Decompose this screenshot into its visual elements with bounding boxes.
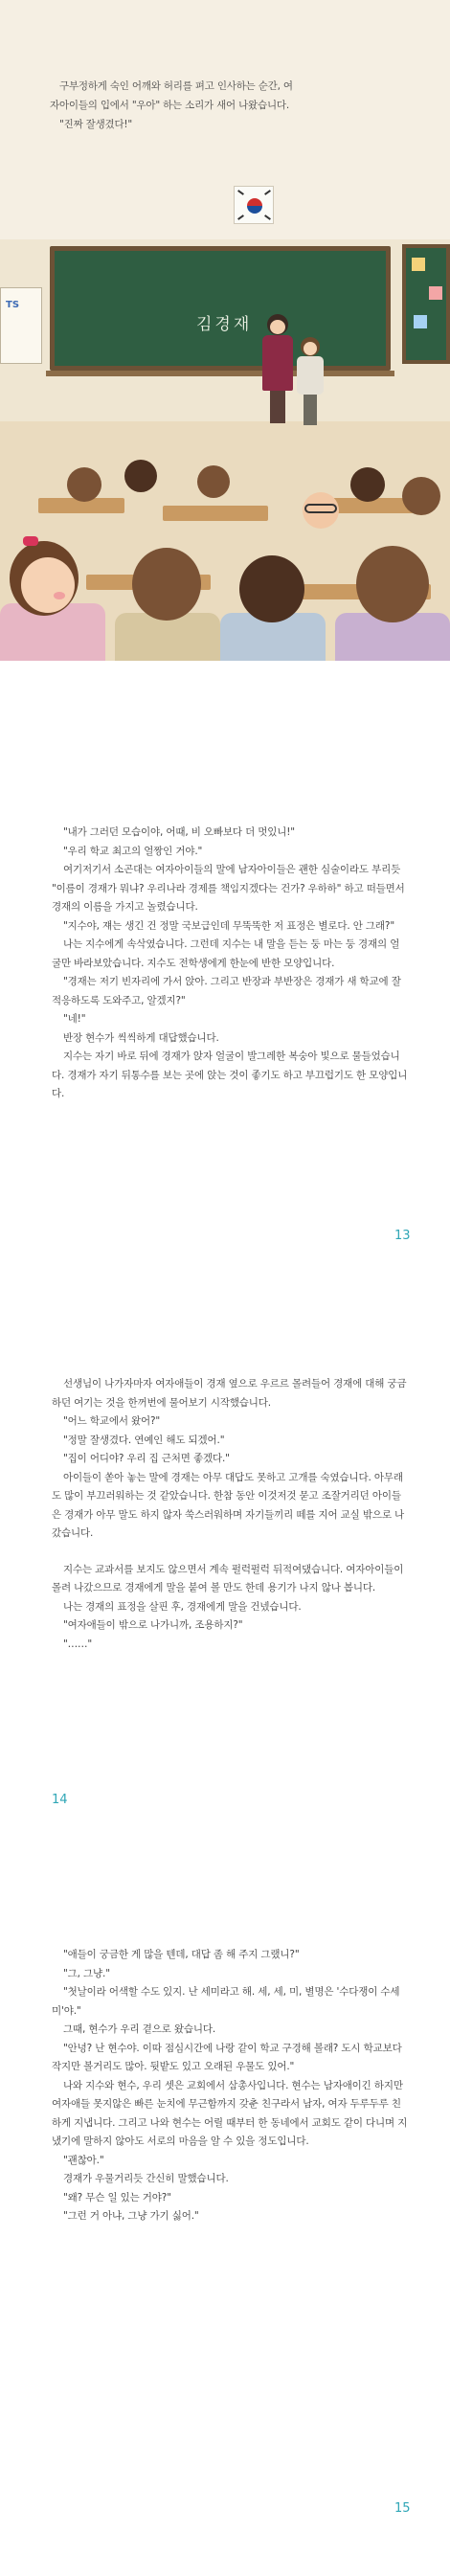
- paragraph: "안녕? 난 현수야. 이따 점심시간에 나랑 같이 학교 구경해 볼래? 도시 학교보다 작지만 볼거리도 많아. 뒷밭도 있고 오래된 우물도 있어.": [52, 2042, 402, 2072]
- page-13: [0, 824, 450, 1104]
- paragraph: 나는 지수에게 속삭였습니다. 그런데 지수는 내 말을 듣는 둥 마는 둥 경재의 얼굴만 바라보았습니다. 지수도 전학생에게 한눈에 반한 모양입니다.: [52, 938, 400, 969]
- paragraph: "집이 어디야? 우리 집 근처면 좋겠다.": [63, 1453, 230, 1464]
- paragraph: 아이들이 쏟아 놓는 말에 경재는 아무 대답도 못하고 고개를 숙였습니다. 아무래도 많이 부끄러워하는 것 같았습니다. 한참 동안 이것저것 묻고 조잘거리던 아이들은 경재가 아무 말도 하지 않자 쑥스러워하며 자기들끼리 떼를 지어 교실 밖으로 나갔습니다.: [52, 1471, 405, 1539]
- paragraph: 여기저기서 소곤대는 여자아이들의 말에 남자아이들은 괜한 심술이라도 부리듯 "이름이 경재가 뭐냐? 우리나라 경제를 책임지겠다는 건가? 우하하" 하고 떠들면서 경재의 이름을 가지고 놀렸습니다.: [52, 864, 405, 913]
- paragraph: "그런 거 아냐, 그냥 가기 싫어.": [63, 2210, 199, 2222]
- paragraph: "내가 그러던 모습이야, 어때, 비 오빠보다 더 멋있니!": [63, 826, 295, 838]
- glasses-icon: [304, 504, 337, 513]
- paragraph: "네!": [63, 1013, 86, 1025]
- page-number: 14: [52, 1793, 68, 1807]
- intro-line: 구부정하게 숙인 어깨와 허리를 펴고 인사하는 순간, 여: [59, 80, 293, 92]
- chalk-tray: [46, 371, 394, 376]
- student-figure: [197, 465, 230, 498]
- paragraph: "왜? 무슨 일 있는 거야?": [63, 2191, 171, 2203]
- chalkboard: [50, 246, 391, 371]
- paragraph: "우리 학교 최고의 얼짱인 거야.": [63, 845, 203, 857]
- girl-face: [21, 557, 75, 613]
- bulletin-text: TS: [6, 300, 20, 310]
- new-student-figure: [297, 337, 324, 425]
- bulletin-board: [0, 287, 42, 364]
- student-figure: [239, 555, 304, 622]
- paragraph: "어느 학교에서 왔어?": [63, 1415, 161, 1427]
- page-14: [0, 1375, 450, 1654]
- intro-text: [50, 77, 423, 134]
- page-15: [0, 1946, 450, 2226]
- paragraph: "애들이 궁금한 게 많을 텐데, 대답 좀 해 주지 그랬니?": [63, 1949, 300, 1960]
- paragraph: 그때, 현수가 우리 곁으로 왔습니다.: [63, 2023, 216, 2035]
- page-number: 15: [394, 2501, 411, 2516]
- student-figure: [350, 467, 385, 502]
- paragraph: 반장 현수가 씩씩하게 대답했습니다.: [63, 1031, 219, 1044]
- student-figure: [356, 546, 429, 622]
- paragraph: "괜찮아.": [63, 2154, 104, 2166]
- intro-line: 자아이들의 입에서 "우아" 하는 소리가 새어 나왔습니다.: [50, 100, 289, 111]
- paragraph: 선생님이 나가자마자 여자애들이 경재 옆으로 우르르 몰려들어 경재에 대해 궁금하던 여기는 것을 한꺼번에 물어보기 시작했습니다.: [52, 1378, 407, 1409]
- hair-bow-icon: [23, 536, 38, 546]
- paragraph: 나는 경재의 표정을 살핀 후, 경재에게 말을 건넸습니다.: [63, 1600, 302, 1613]
- student-figure: [132, 548, 201, 621]
- side-board: [402, 244, 450, 364]
- paragraph: "경재는 저기 빈자리에 가서 앉아. 그리고 반장과 부반장은 경재가 새 학교에 잘 적응하도록 도와주고, 알겠지?": [52, 976, 401, 1006]
- paragraph: "그, 그냥.": [63, 1967, 110, 1979]
- paragraph: "첫날이라 어색할 수도 있지. 난 세미라고 해. 세, 세, 미, 별명은 '수다쟁이 수세미'야.": [52, 1986, 400, 2017]
- paragraph: 지수는 교과서를 보지도 않으면서 계속 펄럭펄럭 뒤적여댔습니다. 여자아이들이 몰려 나갔으므로 경재에게 말을 붙여 볼 만도 한데 용기가 나지 않나 봅니다.: [52, 1563, 404, 1593]
- student-figure: [67, 467, 101, 502]
- paragraph: "……": [63, 1638, 93, 1650]
- paragraph: "정말 잘생겼다. 연예인 해도 되겠어.": [63, 1434, 225, 1446]
- intro-line: "진짜 잘생겼다!": [59, 119, 133, 130]
- chalkboard-name: 김경재: [196, 315, 253, 334]
- korean-flag-icon: [234, 186, 274, 224]
- desk: [163, 506, 268, 521]
- paragraph: "지수야, 쟤는 생긴 건 정말 국보급인데 무뚝뚝한 저 표정은 별로다. 안 그래?": [63, 919, 395, 932]
- page-number: 13: [394, 1229, 411, 1243]
- student-figure: [124, 460, 157, 492]
- paragraph: "여자애들이 밖으로 나가니까, 조용하지?": [63, 1619, 243, 1631]
- paragraph: 나와 지수와 현수, 우리 셋은 교회에서 삼총사입니다. 현수는 남자애이긴 하지만 여자애들 못지않은 빠른 눈치에 무근함까지 갖춘 친구라서 남자, 여자 두루두루 친하게 지냅니다. 그리고 나와 현수는 어릴 때부터 한 동네에서 교회도 같이 다니며 지냈기에 말하지 않아도 서로의 마음을 알 수 있을 정도입니다.: [52, 2079, 408, 2147]
- teacher-figure: [260, 314, 295, 425]
- paragraph: 지수는 자기 바로 뒤에 경재가 앉자 얼굴이 발그레한 복숭아 빛으로 물들었습니다. 경재가 자기 뒤통수를 보는 곳에 앉는 것이 좋기도 하고 부끄럽기도 한 모양입니다.: [52, 1051, 408, 1099]
- girl-cheek: [54, 592, 65, 599]
- paragraph: 경재가 우물거리듯 간신히 말했습니다.: [63, 2173, 229, 2184]
- illustration: [0, 0, 450, 661]
- student-figure: [402, 477, 440, 515]
